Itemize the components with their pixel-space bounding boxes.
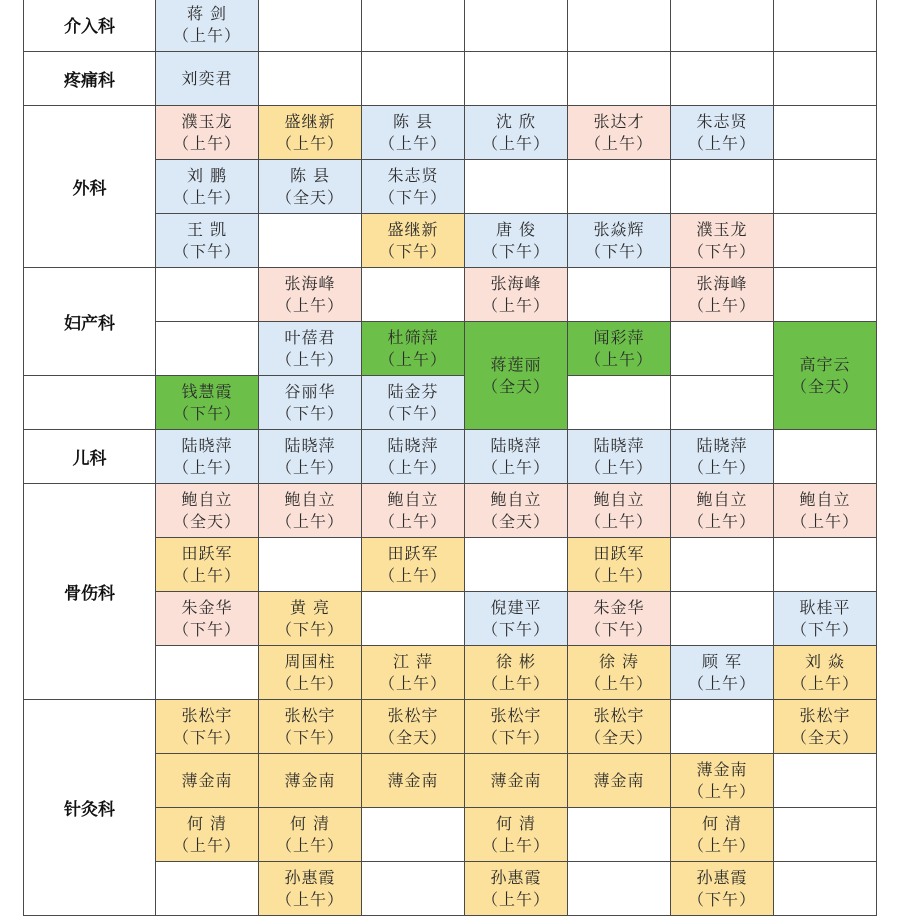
empty-slot [671, 376, 774, 430]
doctor-slot [259, 106, 362, 160]
doctor-slot [671, 754, 774, 808]
doctor-slot [671, 646, 774, 700]
doctor-name: 何 清 [186, 813, 228, 833]
shift-time: （全天） [481, 376, 550, 396]
shift-time: （上午） [687, 133, 756, 153]
doctor-slot [568, 700, 671, 754]
doctor-slot [362, 754, 465, 808]
empty-slot [465, 538, 568, 592]
empty-slot [774, 538, 877, 592]
doctor-slot [465, 322, 568, 430]
doctor-name: 薄金南 [593, 770, 645, 790]
shift-time: （下午） [172, 619, 241, 639]
shift-time: （上午） [481, 889, 550, 909]
empty-slot [671, 52, 774, 106]
shift-time: （上午） [275, 889, 344, 909]
empty-slot [774, 808, 877, 862]
shift-time: （下午） [275, 727, 344, 747]
shift-time: （上午） [275, 835, 344, 855]
shift-time: （上午） [790, 511, 859, 531]
doctor-slot [259, 376, 362, 430]
shift-time: （上午） [584, 673, 653, 693]
doctor-slot [156, 700, 259, 754]
doctor-name: 陈 县 [392, 111, 434, 131]
doctor-slot [259, 862, 362, 916]
shift-time: （全天） [790, 376, 859, 396]
doctor-slot [362, 376, 465, 430]
doctor-slot [774, 592, 877, 646]
doctor-name: 陆晓萍 [284, 435, 336, 455]
doctor-slot [774, 322, 877, 430]
doctor-slot [362, 538, 465, 592]
doctor-slot [671, 106, 774, 160]
shift-time: （下午） [378, 403, 447, 423]
doctor-name: 张达才 [593, 111, 645, 131]
doctor-slot [568, 646, 671, 700]
shift-time: （上午） [687, 457, 756, 477]
dept-label [24, 376, 156, 430]
doctor-name: 陆晓萍 [696, 435, 748, 455]
doctor-slot [465, 430, 568, 484]
doctor-name: 鲍自立 [181, 489, 233, 509]
doctor-slot [259, 430, 362, 484]
doctor-slot [259, 808, 362, 862]
shift-time: （上午） [275, 295, 344, 315]
shift-time: （上午） [172, 25, 241, 45]
doctor-slot [259, 268, 362, 322]
doctor-name: 刘奕君 [181, 68, 233, 88]
shift-time: （上午） [584, 565, 653, 585]
empty-slot [156, 268, 259, 322]
doctor-slot [465, 268, 568, 322]
doctor-name: 倪建平 [490, 597, 542, 617]
doctor-name: 田跃军 [387, 543, 439, 563]
table-row [24, 700, 877, 754]
empty-slot [568, 52, 671, 106]
doctor-name: 田跃军 [593, 543, 645, 563]
shift-time: （上午） [584, 511, 653, 531]
shift-time: （全天） [481, 511, 550, 531]
doctor-slot [568, 538, 671, 592]
doctor-name: 陆晓萍 [593, 435, 645, 455]
doctor-name: 陆晓萍 [387, 435, 439, 455]
shift-time: （全天） [275, 187, 344, 207]
empty-slot [156, 862, 259, 916]
doctor-slot [465, 646, 568, 700]
shift-time: （上午） [481, 295, 550, 315]
doctor-name: 薄金南 [696, 759, 748, 779]
empty-slot [362, 862, 465, 916]
doctor-slot [671, 484, 774, 538]
empty-slot [568, 160, 671, 214]
doctor-slot [362, 484, 465, 538]
doctor-slot [774, 700, 877, 754]
empty-slot [362, 592, 465, 646]
empty-slot [259, 538, 362, 592]
doctor-slot [259, 322, 362, 376]
schedule-table [23, 0, 877, 916]
doctor-slot [465, 106, 568, 160]
empty-slot [671, 160, 774, 214]
doctor-name: 陆金芬 [387, 381, 439, 401]
shift-time: （上午） [481, 133, 550, 153]
doctor-name: 张海峰 [284, 273, 336, 293]
shift-time: （上午） [584, 457, 653, 477]
shift-time: （上午） [687, 673, 756, 693]
shift-time: （上午） [790, 673, 859, 693]
doctor-name: 张松宇 [799, 705, 851, 725]
empty-slot [774, 754, 877, 808]
doctor-name: 顾 军 [701, 651, 743, 671]
empty-slot [568, 268, 671, 322]
shift-time: （上午） [378, 457, 447, 477]
dept-label: 儿科 [24, 430, 156, 484]
shift-time: （下午） [584, 241, 653, 261]
doctor-slot [671, 808, 774, 862]
shift-time: （上午） [481, 835, 550, 855]
empty-slot [568, 0, 671, 52]
shift-time: （下午） [172, 403, 241, 423]
doctor-name: 蒋莲丽 [490, 354, 542, 374]
dept-label: 妇产科 [24, 268, 156, 376]
shift-time: （下午） [481, 619, 550, 639]
doctor-name: 陆晓萍 [181, 435, 233, 455]
doctor-name: 鲍自立 [799, 489, 851, 509]
doctor-name: 张松宇 [490, 705, 542, 725]
doctor-slot [156, 214, 259, 268]
doctor-slot [259, 646, 362, 700]
table-row [24, 52, 877, 106]
doctor-slot [259, 592, 362, 646]
doctor-name: 高宇云 [799, 354, 851, 374]
doctor-name: 朱志贤 [696, 111, 748, 131]
empty-slot [259, 52, 362, 106]
empty-slot [362, 268, 465, 322]
doctor-slot [671, 268, 774, 322]
doctor-name: 唐 俊 [495, 219, 537, 239]
doctor-slot [259, 160, 362, 214]
empty-slot [671, 0, 774, 52]
doctor-name: 刘 焱 [804, 651, 846, 671]
doctor-slot [465, 862, 568, 916]
doctor-name: 盛继新 [387, 219, 439, 239]
doctor-name: 鲍自立 [593, 489, 645, 509]
empty-slot [568, 376, 671, 430]
doctor-name: 濮玉龙 [696, 219, 748, 239]
shift-time: （下午） [584, 619, 653, 639]
empty-slot [156, 646, 259, 700]
doctor-name: 张松宇 [284, 705, 336, 725]
shift-time: （上午） [378, 511, 447, 531]
doctor-name: 薄金南 [284, 770, 336, 790]
doctor-slot [362, 430, 465, 484]
doctor-slot [568, 322, 671, 376]
doctor-name: 盛继新 [284, 111, 336, 131]
doctor-name: 陆晓萍 [490, 435, 542, 455]
doctor-name: 孙惠霞 [696, 867, 748, 887]
doctor-slot [362, 322, 465, 376]
doctor-name: 蒋 剑 [186, 3, 228, 23]
empty-slot [259, 0, 362, 52]
doctor-slot [156, 0, 259, 52]
doctor-name: 叶蓓君 [284, 327, 336, 347]
doctor-name: 朱志贤 [387, 165, 439, 185]
doctor-slot [156, 52, 259, 106]
doctor-slot [156, 538, 259, 592]
shift-time: （上午） [172, 835, 241, 855]
empty-slot [156, 322, 259, 376]
empty-slot [671, 700, 774, 754]
shift-time: （上午） [275, 511, 344, 531]
doctor-name: 鲍自立 [284, 489, 336, 509]
shift-time: （上午） [687, 511, 756, 531]
doctor-slot [671, 214, 774, 268]
shift-time: （上午） [687, 835, 756, 855]
shift-time: （下午） [481, 727, 550, 747]
doctor-slot [156, 484, 259, 538]
shift-time: （上午） [378, 565, 447, 585]
shift-time: （上午） [172, 133, 241, 153]
doctor-name: 薄金南 [387, 770, 439, 790]
shift-time: （全天） [172, 511, 241, 531]
doctor-name: 张焱辉 [593, 219, 645, 239]
table-row [24, 106, 877, 160]
empty-slot [774, 268, 877, 322]
doctor-name: 刘 鹏 [186, 165, 228, 185]
empty-slot [362, 0, 465, 52]
doctor-name: 张松宇 [387, 705, 439, 725]
empty-slot [362, 52, 465, 106]
doctor-slot [156, 376, 259, 430]
shift-time: （全天） [790, 727, 859, 747]
shift-time: （上午） [378, 673, 447, 693]
doctor-name: 江 萍 [392, 651, 434, 671]
empty-slot [774, 862, 877, 916]
shift-time: （下午） [378, 241, 447, 261]
empty-slot [259, 214, 362, 268]
shift-time: （下午） [481, 241, 550, 261]
doctor-name: 耿桂平 [799, 597, 851, 617]
doctor-slot [568, 484, 671, 538]
doctor-slot [465, 214, 568, 268]
empty-slot [568, 808, 671, 862]
doctor-name: 钱慧霞 [181, 381, 233, 401]
doctor-slot [568, 754, 671, 808]
doctor-name: 徐 涛 [598, 651, 640, 671]
shift-time: （上午） [378, 133, 447, 153]
doctor-slot [465, 700, 568, 754]
doctor-name: 孙惠霞 [490, 867, 542, 887]
doctor-slot [362, 214, 465, 268]
dept-label: 骨伤科 [24, 484, 156, 700]
empty-slot [774, 106, 877, 160]
doctor-slot [156, 106, 259, 160]
doctor-name: 陈 县 [289, 165, 331, 185]
shift-time: （下午） [687, 241, 756, 261]
doctor-name: 张松宇 [181, 705, 233, 725]
doctor-name: 何 清 [701, 813, 743, 833]
doctor-name: 鲍自立 [490, 489, 542, 509]
doctor-slot [259, 484, 362, 538]
shift-time: （下午） [275, 619, 344, 639]
doctor-name: 黄 亮 [289, 597, 331, 617]
doctor-name: 张松宇 [593, 705, 645, 725]
doctor-name: 朱金华 [181, 597, 233, 617]
empty-slot [774, 160, 877, 214]
doctor-slot [362, 646, 465, 700]
shift-time: （上午） [687, 295, 756, 315]
empty-slot [671, 538, 774, 592]
doctor-slot [362, 160, 465, 214]
doctor-slot [774, 646, 877, 700]
doctor-name: 闻彩萍 [593, 327, 645, 347]
doctor-name: 谷丽华 [284, 381, 336, 401]
doctor-name: 张海峰 [490, 273, 542, 293]
doctor-name: 张海峰 [696, 273, 748, 293]
doctor-slot [568, 430, 671, 484]
doctor-name: 杜筛萍 [387, 327, 439, 347]
table-row [24, 430, 877, 484]
empty-slot [671, 322, 774, 376]
shift-time: （上午） [584, 349, 653, 369]
doctor-slot [671, 430, 774, 484]
empty-slot [774, 0, 877, 52]
doctor-name: 何 清 [289, 813, 331, 833]
shift-time: （下午） [687, 889, 756, 909]
shift-time: （上午） [481, 673, 550, 693]
shift-time: （下午） [378, 187, 447, 207]
doctor-slot [465, 592, 568, 646]
shift-time: （上午） [687, 781, 756, 801]
dept-label: 疼痛科 [24, 52, 156, 106]
doctor-name: 周国柱 [284, 651, 336, 671]
doctor-slot [465, 484, 568, 538]
dept-label: 针灸科 [24, 700, 156, 916]
shift-time: （上午） [172, 565, 241, 585]
doctor-name: 沈 欣 [495, 111, 537, 131]
doctor-slot [774, 484, 877, 538]
shift-time: （下午） [172, 727, 241, 747]
shift-time: （上午） [275, 673, 344, 693]
doctor-name: 薄金南 [490, 770, 542, 790]
shift-time: （下午） [172, 241, 241, 261]
doctor-slot [156, 160, 259, 214]
dept-label: 外科 [24, 106, 156, 268]
doctor-slot [671, 862, 774, 916]
shift-time: （下午） [275, 403, 344, 423]
empty-slot [362, 808, 465, 862]
doctor-slot [156, 754, 259, 808]
doctor-slot [465, 808, 568, 862]
doctor-name: 濮玉龙 [181, 111, 233, 131]
shift-time: （上午） [481, 457, 550, 477]
doctor-name: 王 凯 [186, 219, 228, 239]
doctor-name: 薄金南 [181, 770, 233, 790]
doctor-slot [362, 700, 465, 754]
empty-slot [465, 160, 568, 214]
doctor-slot [156, 592, 259, 646]
doctor-slot [568, 592, 671, 646]
doctor-slot [156, 430, 259, 484]
shift-time: （下午） [790, 619, 859, 639]
table-row [24, 376, 877, 430]
shift-time: （上午） [275, 133, 344, 153]
empty-slot [465, 52, 568, 106]
doctor-slot [465, 754, 568, 808]
doctor-name: 朱金华 [593, 597, 645, 617]
empty-slot [774, 52, 877, 106]
shift-time: （上午） [584, 133, 653, 153]
doctor-slot [259, 754, 362, 808]
shift-time: （上午） [172, 457, 241, 477]
shift-time: （全天） [378, 727, 447, 747]
shift-time: （上午） [275, 349, 344, 369]
empty-slot [671, 592, 774, 646]
table-row [24, 268, 877, 322]
doctor-name: 徐 彬 [495, 651, 537, 671]
doctor-slot [362, 106, 465, 160]
empty-slot [774, 214, 877, 268]
table-row [24, 0, 877, 52]
doctor-name: 孙惠霞 [284, 867, 336, 887]
dept-label: 介入科 [24, 0, 156, 52]
shift-time: （上午） [275, 457, 344, 477]
empty-slot [465, 0, 568, 52]
doctor-slot [568, 106, 671, 160]
shift-time: （上午） [172, 187, 241, 207]
doctor-name: 何 清 [495, 813, 537, 833]
doctor-slot [259, 700, 362, 754]
doctor-slot [156, 808, 259, 862]
empty-slot [774, 430, 877, 484]
doctor-name: 田跃军 [181, 543, 233, 563]
shift-time: （上午） [378, 349, 447, 369]
doctor-slot [568, 214, 671, 268]
table-row [24, 484, 877, 538]
empty-slot [568, 862, 671, 916]
doctor-name: 鲍自立 [696, 489, 748, 509]
doctor-name: 鲍自立 [387, 489, 439, 509]
shift-time: （全天） [584, 727, 653, 747]
